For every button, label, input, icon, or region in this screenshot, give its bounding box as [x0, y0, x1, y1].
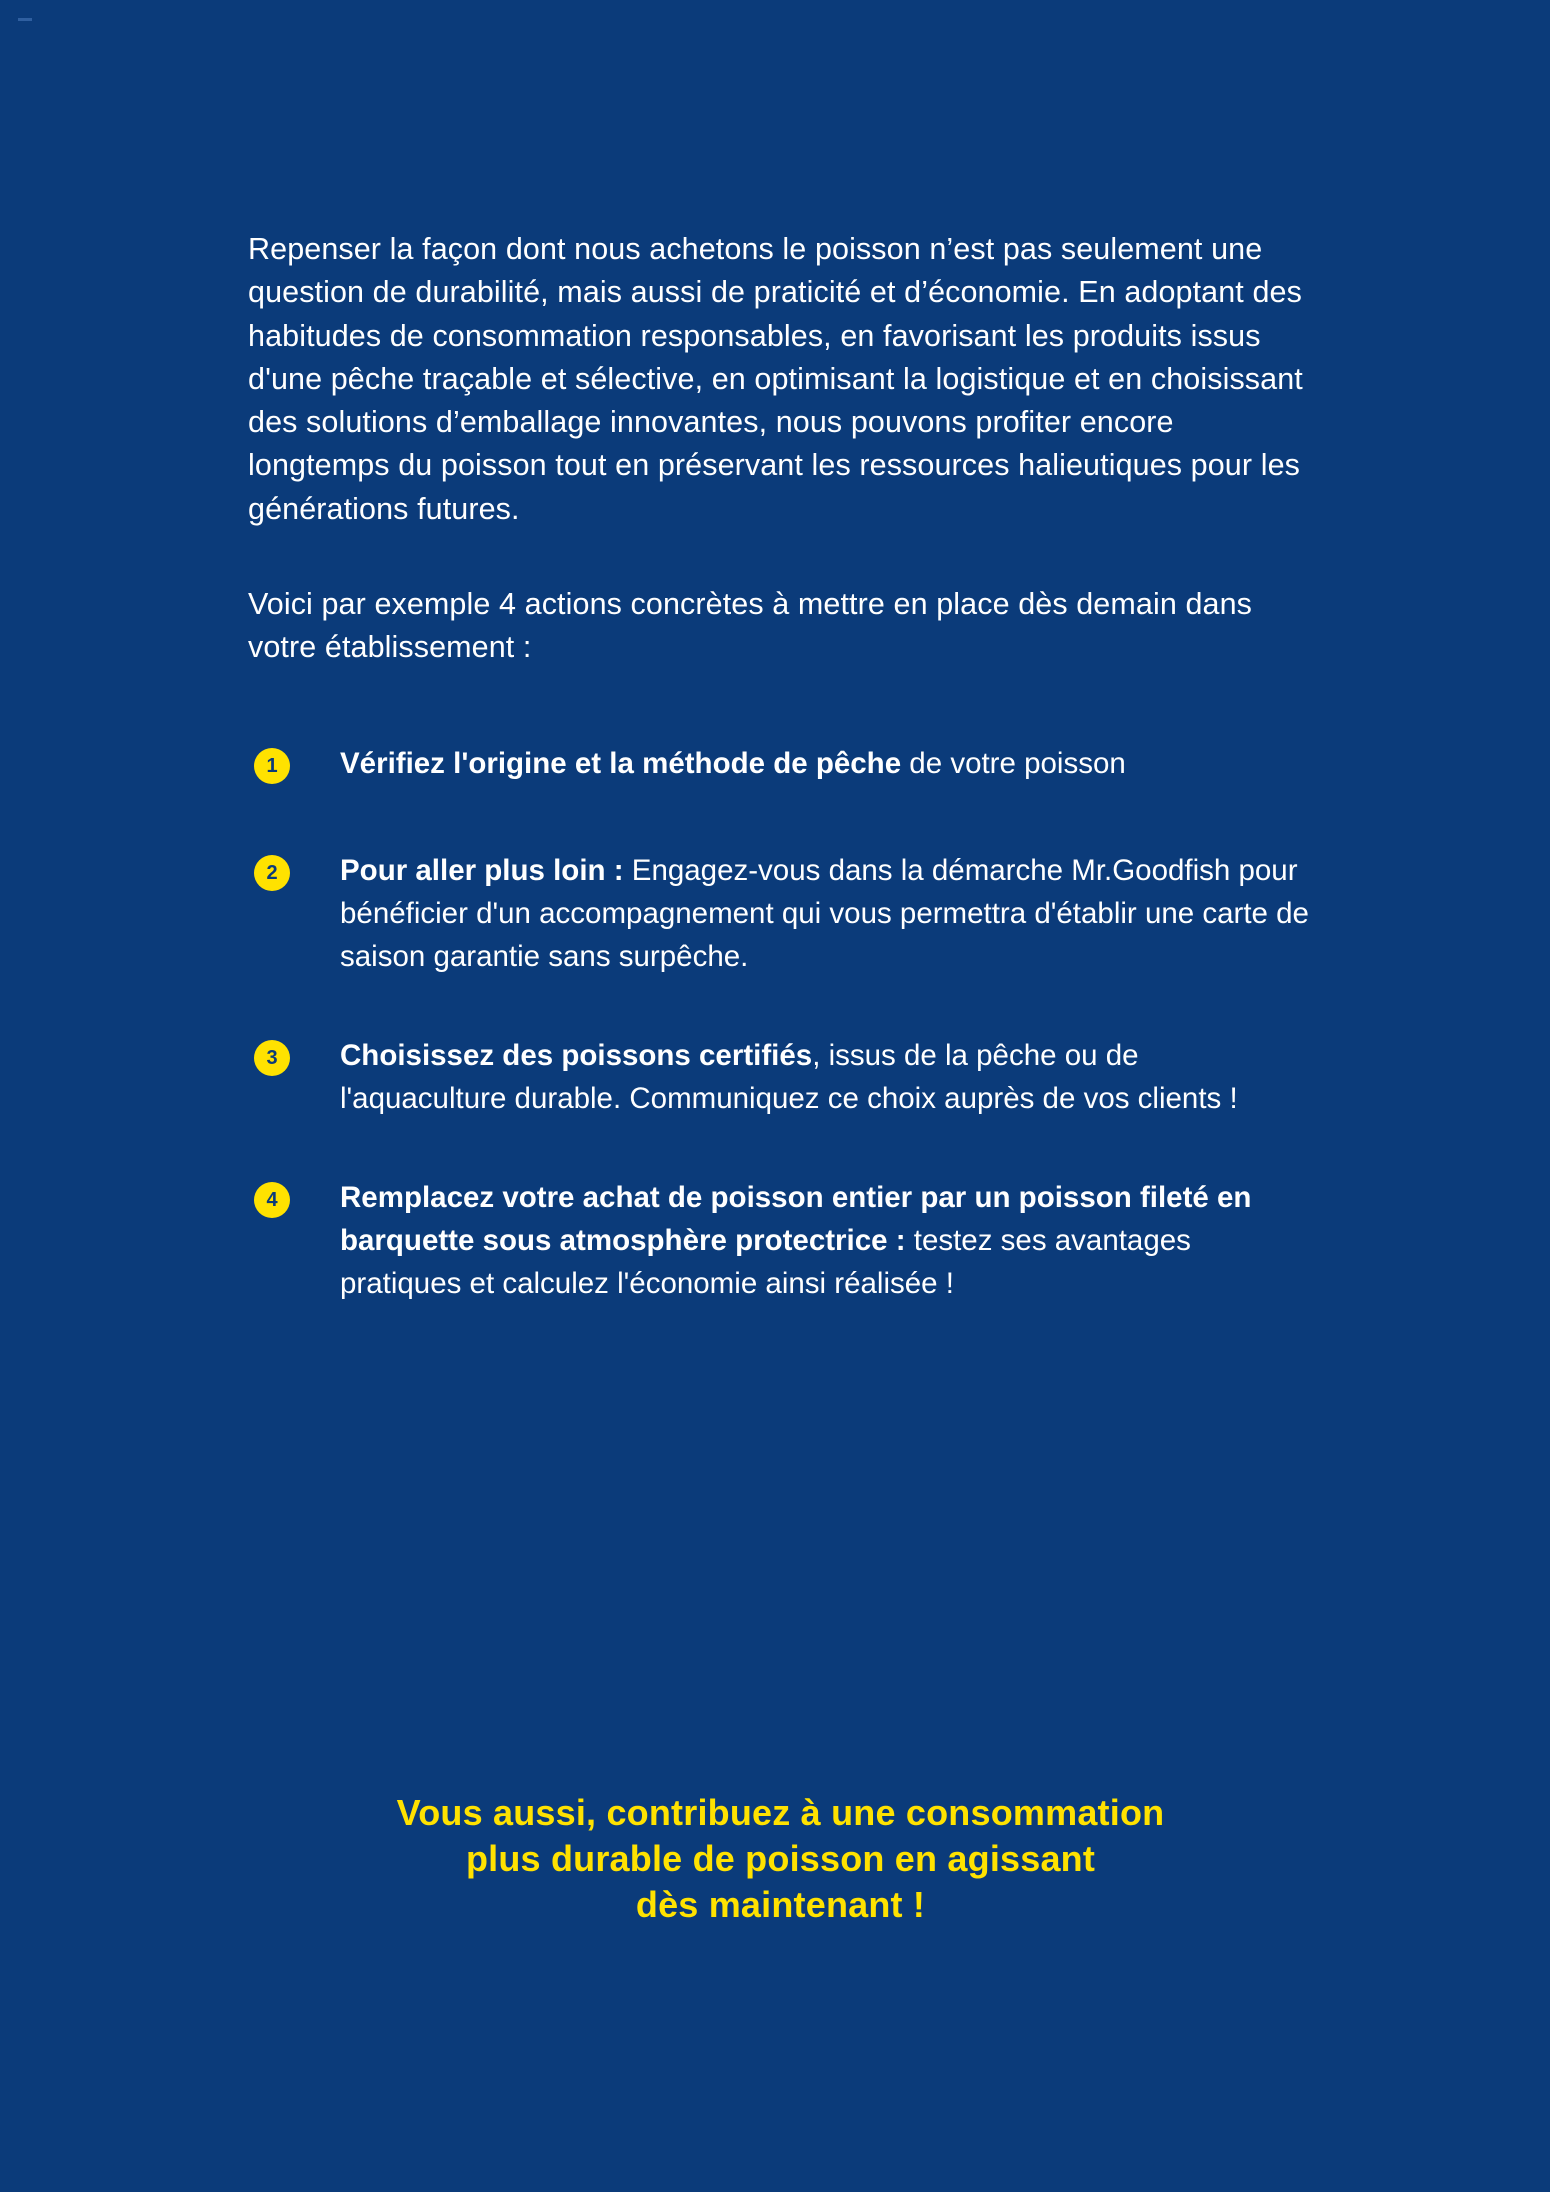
action-lead-4: Remplacez votre achat de poisson entier par un poisson fileté en barquette sous atmosphère protectrice : [340, 1181, 1252, 1258]
number-badge-4: 4 [254, 1182, 290, 1218]
action-lead-1: Vérifiez l'origine et la méthode de pêche [340, 746, 902, 780]
action-lead-3: Choisissez des poissons certifiés [340, 1038, 813, 1072]
action-text-3 [340, 1034, 1313, 1120]
intro-paragraph-1: Repenser la façon dont nous achetons le poisson n’est pas seulement une question de durabilité, mais aussi de praticité et d’économie. En adoptant des habitudes de consommation responsables, en favorisant les produits issus d'une pêche traçable et sélective, en optimisant la logistique et en choisissant des solutions d’emballage innovantes, nous pouvons profiter encore longtemps du poisson tout en préservant les ressources halieutiques pour les générations futures. [248, 232, 1303, 526]
action-rest-4: testez ses avantages pratiques et calculez l'économie ainsi réalisée ! [340, 1224, 1191, 1301]
number-badge-3: 3 [254, 1040, 290, 1076]
action-text-1 [340, 742, 1313, 785]
action-item-3 [248, 1034, 1313, 1120]
action-rest-2: Engagez-vous dans la démarche Mr.Goodfish pour bénéficier d'un accompagnement qui vous permettra d'établir une carte de saison garantie sans surpêche. [340, 853, 1309, 973]
action-text-4 [340, 1176, 1313, 1305]
action-lead-2: Pour aller plus loin : [340, 853, 624, 887]
action-item-1 [248, 742, 1313, 785]
action-rest-1: de votre poisson [901, 746, 1126, 780]
number-badge-1: 1 [254, 748, 290, 784]
action-rest-3: , issus de la pêche ou de l'aquaculture durable. Communiquez ce choix auprès de vos clients ! [340, 1038, 1238, 1115]
number-badge-2: 2 [254, 855, 290, 891]
intro-paragraph-2: Voici par exemple 4 actions concrètes à mettre en place dès demain dans votre établissement : [248, 587, 1252, 665]
action-item-2 [248, 849, 1313, 978]
closing-statement [248, 1790, 1313, 1928]
content-column [248, 228, 1313, 1305]
actions-list [248, 742, 1313, 1306]
action-item-4 [248, 1176, 1313, 1305]
action-text-2 [340, 849, 1313, 978]
closing-line-2: plus durable de poisson en agissant [465, 1838, 1096, 1880]
closing-line-3: dès maintenant ! [635, 1884, 926, 1926]
closing-line-1: Vous aussi, contribuez à une consommation [396, 1792, 1165, 1833]
crop-mark [18, 18, 32, 21]
